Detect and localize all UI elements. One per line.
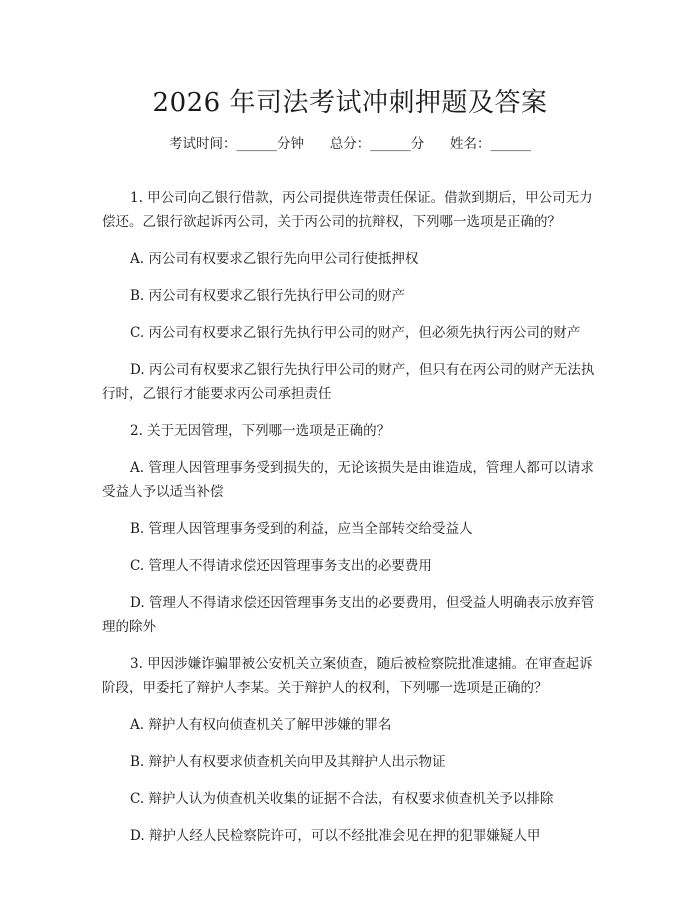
option-b: B. 管理人因管理事务受到的利益，应当全部转交给受益人	[130, 521, 473, 537]
option-d: D. 管理人不得请求偿还因管理事务支出的必要费用，但受益人明确表示放弃管理的除外	[102, 595, 595, 635]
exam-info-line: 考试时间：______分钟 总分：______分 姓名：______	[169, 136, 531, 152]
option-d: D. 辩护人经人民检察院许可，可以不经批准会见在押的犯罪嫌疑人甲	[130, 828, 541, 844]
option-a: A. 辩护人有权向侦查机关了解甲涉嫌的罪名	[130, 717, 392, 733]
question-1	[102, 186, 599, 406]
question-stem: 2. 关于无因管理，下列哪一选项是正确的？	[130, 423, 391, 439]
question-3	[102, 652, 599, 848]
question-2	[102, 419, 599, 639]
question-stem: 1. 甲公司向乙银行借款，丙公司提供连带责任保证。借款到期后，甲公司无力偿还。乙银行欲起诉丙公司，关于丙公司的抗辩权，下列哪一选项是正确的？	[102, 190, 593, 230]
option-c: C. 辩护人认为侦查机关收集的证据不合法，有权要求侦查机关予以排除	[130, 791, 554, 807]
option-a: A. 管理人因管理事务受到损失的，无论该损失是由谁造成，管理人都可以请求受益人予以适当补偿	[102, 460, 594, 500]
option-b: B. 丙公司有权要求乙银行先执行甲公司的财产	[130, 288, 406, 304]
option-c: C. 丙公司有权要求乙银行先执行甲公司的财产，但必须先执行丙公司的财产	[130, 325, 581, 341]
option-a: A. 丙公司有权要求乙银行先向甲公司行使抵押权	[130, 251, 419, 267]
page-title: 2026 年司法考试冲刺押题及答案	[152, 88, 548, 118]
option-b: B. 辩护人有权要求侦查机关向甲及其辩护人出示物证	[130, 754, 446, 770]
question-list	[102, 186, 599, 861]
option-c: C. 管理人不得请求偿还因管理事务支出的必要费用	[130, 558, 432, 574]
question-stem: 3. 甲因涉嫌诈骗罪被公安机关立案侦查，随后被检察院批准逮捕。在审查起诉阶段，甲委托了辩护人李某。关于辩护人的权利，下列哪一选项是正确的？	[102, 656, 593, 696]
option-d: D. 丙公司有权要求乙银行先执行甲公司的财产，但只有在丙公司的财产无法执行时，乙银行才能要求丙公司承担责任	[102, 362, 595, 402]
